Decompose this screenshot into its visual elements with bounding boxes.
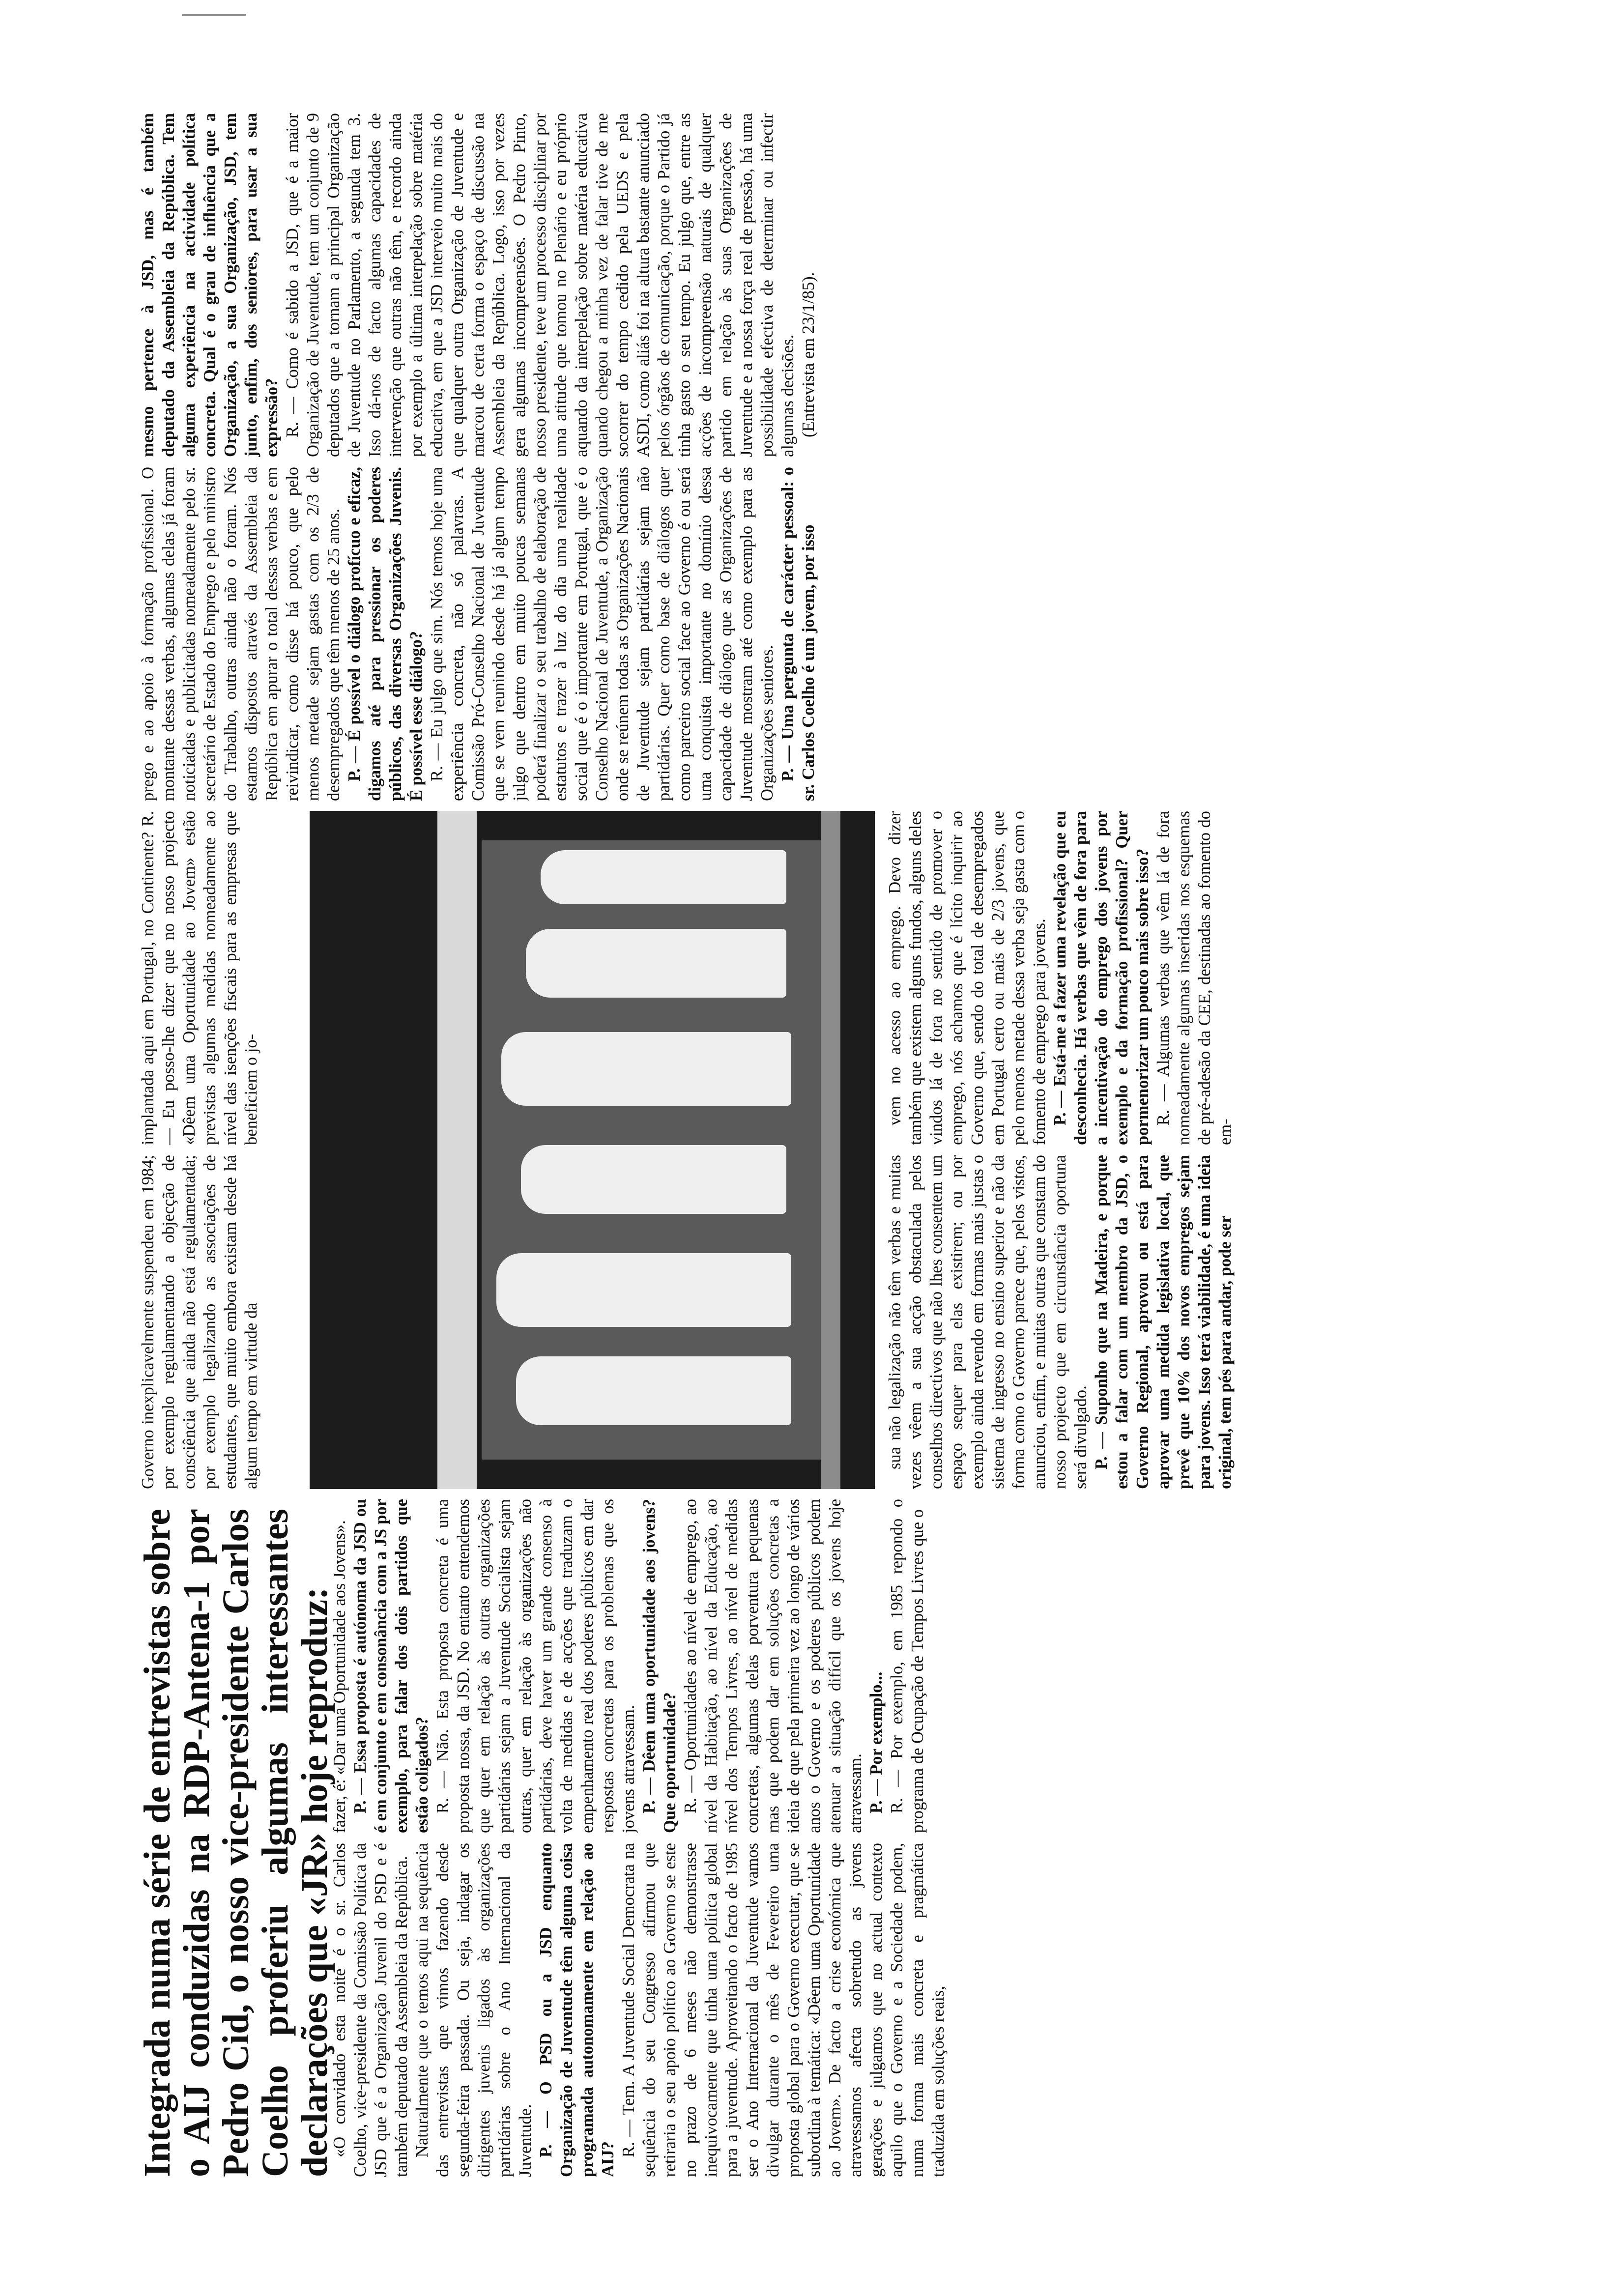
interview-paragraph: R. — Por exemplo, em 1985 repondo o programa de Ocupação de Tempos Livres que o [888,1499,927,1833]
interview-question: mesmo pertence à JSD, mas é também deputado da Assembleia da República. Tem alguma experiência na actividade política concreta. Qual é o grau de influência que a Organização, a sua Organização, JSD, tem junto, enfim, dos seniores, para usar a sua expressão? [139,113,281,457]
interview-paragraph: vem no acesso ao emprego. Devo dizer também que existem alguns fundos, alguns deles vindos lá de fora no sentido de promover o emprego, nós achamos que é lícito inquirir ao Governo que, sendo do total de desempregados em Portugal certo ou mais de 2/3 jovens, que pelo menos metade dessa verba seja gasta com o fomento de emprego para jovens. [886,811,1049,1145]
interview-question: P. — Suponho que na Madeira, e porque estou a falar com um membro da JSD, o Governo Regional, aprovou ou está para aprovar uma medida legislativa local, que prevê que 10% dos novos empregos sejam para jovens. Isso terá viabilidade, é uma ideia original, tem pés para andar, pode ser [1092,1155,1235,1489]
interview-question: P. — É possível o diálogo profícuo e eficaz, digamos até para pressionar os poderes públicos, das diversas Organizações Juvenis. É possível esse diálogo? [345,467,426,801]
column-6 [138,113,1504,457]
column-5 [138,467,1504,801]
interview-paragraph: R. — Eu julgo que sim. Nós temos hoje uma experiência concreta, não só palavras. A Comissão Pró-Conselho Nacional de Juventude que se vem reunindo desde há já algum tempo julgo que dentro em muito poucas semanas poderá finalizar o seu trabalho de elaboração de estatutos e trazer à luz do dia uma realidade social que é o importante em Portugal, que é o Conselho Nacional de Juventude, a Organização onde se reúnem todas as Organizações Nacionais de Juventude sejam partidárias sejam não partidárias. Quer como base de diálogos quer como parceiro social face ao Governo é ou será uma conquista importante no domínio dessa capacidade de diálogo que as Organizações de Juventude mostram até como exemplo para as Organizações seniores. [428,467,777,801]
column-1 [329,1843,1504,2177]
interview-paragraph: prego e ao apoio à formação profissional. O montante dessas verbas, algumas delas já foram noticiadas e publicitadas nomeadamente pelo sr. secretário de Estado do Emprego e pelo ministro do Trabalho, outras ainda não o foram. Nós estamos dispostos através da Assembleia da República em apurar o total dessas verbas e em reivindicar, como disse há pouco, que pelo menos metade sejam gastas com os 2/3 de desempregados que têm menos de 25 anos. [139,467,343,801]
column-2 [329,1499,1504,1833]
interview-paragraph: sua não legalização não têm verbas e muitas vezes vêem a sua acção obstaculada pelos conselhos directivos que não lhes consentem um espaço sequer para elas existirem; ou por exemplo ainda revendo em formas mais justas o sistema de ingresso no ensino superior e não da forma como o Governo parece que, pelos vistos, anunciou, enfim, e muitas outras que constam do nosso projecto que em circunstância oportuna será divulgado. [886,1155,1090,1489]
rotated-article [138,88,1514,2177]
interview-paragraph: (Entrevista em 23/1/85). [799,272,818,437]
interview-paragraph: R. — Tem. A Juventude Social Democrata na sequência do seu Congresso afirmou que retiraria o seu apoio político ao Governo se este no prazo de 6 meses não demonstrasse inequivocamente que tinha uma política global para a juventude. Aproveitando o facto de 1985 ser o Ano Internacional da Juventude vamos divulgar durante o mês de Fevereiro uma proposta global para o Governo executar, que se subordina à temática: «Dêem uma Oportunidade ao Jovem». De facto a crise económica que atravessamos afecta sobretudo as jovens gerações e julgamos que no actual contexto aquilo que o Governo e a Sociedade podem, numa forma mais concreta e pragmática traduzida em soluções reais, [619,1843,948,2177]
interview-paragraph: R. — Como é sabido a JSD, que é a maior Organização de Juventude, tem um conjunto de 9 deputados que a tornam a principal Organização de Juventude no Parlamento, a segunda tem 3. Isso dá-nos de facto algumas capacidades de intervenção que outras não têm, e recordo ainda por exemplo a última interpelação sobre matéria educativa, em que a JSD interveio muito mais do que qualquer outra Organização de Juventude e marcou de certa forma o espaço de discussão na Assembleia da República. Logo, isso por vezes gera algumas incompreensões. O Pedro Pinto, nosso presidente, teve um processo disciplinar por uma atitude que tomou no Plenário e eu próprio aquando da interpelação sobre matéria educativa quando chegou a minha vez de falar tive de me socorrer do tempo cedido pela UEDS e pela ASDI, como aliás foi na altura bastante anunciado pelos órgãos de comunicação, porque o Partido já tinha gasto o seu tempo. Eu julgo que, entre as acções de incompreensão naturais de qualquer partido em relação às suas Organizações de Juventude e a nossa força real de pressão, há uma possibilidade efectiva de determinar ou infectir algumas decisões. [283,113,797,457]
article-photo [310,811,875,1489]
interview-question: P. — Está-me a fazer uma revelação que eu desconhecia. Há verbas que vêm de fora para a incentivação do emprego dos jovens por exemplo e da formação profissional? Quer pormenorizar um pouco mais sobre isso? [1051,811,1152,1145]
scan-mark [182,14,246,16]
interview-question: P. — Essa proposta é autónoma da JSD ou é em conjunto e em consonância com a JS por exemplo, para falar dos dois partidos que estão coligados? [351,1499,432,1833]
interview-paragraph: R. — Oportunidades ao nível de emprego, ao nível da Habitação, ao nível da Educação, ao nível dos Tempos Livres, ao nível de medidas concretas, algumas delas porventura pequenas mas que podem dar em soluções concretas a ideia de que pela primeira vez ao longo de vários anos o Governo e os poderes públicos podem atenuar a situação difícil que os jovens hoje atravessam. [681,1499,865,1833]
interview-question: P. — Dêem uma oportunidade aos jovens? Que oportunidade? [640,1499,679,1833]
interview-paragraph: R. — Algumas verbas que vêm lá de fora nomeadamente algumas inseridas nos esquemas de pré-adesão da CEE, destinadas ao fomento do em- [1154,811,1235,1145]
col4-top-text: implantada aqui em Portugal, no Continente? R. — Eu posso-lhe dizer que no nosso projecto «Dêem uma Oportunidade ao Jovem» estão previstas algumas medidas nomeadamente ao nível das isenções fiscais para as empresas que beneficiem o jo- [139,811,260,1145]
interview-paragraph: fazer, é: «Dar uma Oportunidade aos Jovens». [330,1520,349,1833]
interview-question: P. — Por exemplo... [867,1671,886,1813]
interview-paragraph: Naturalmente que o temos aqui na sequência das entrevistas que vimos fazendo desde segunda-feira passada. Ou seja, indagar os dirigentes juvenis ligados às organizações partidárias sobre o Ano Internacional da Juventude. [413,1843,535,2177]
col3-top-text: Governo inexplicavelmente suspendeu em 1984; por exemplo regulamentando a objecção de consciência que ainda não está regulamentada; por exemplo legalizando as associações de estudantes, que muito embora existam desde há algum tempo em virtude da [139,1155,260,1489]
interview-question: P. — O PSD ou a JSD enquanto Organização de Juventude têm alguma coisa programada autonomamente em relação ao AIJ? [537,1843,617,2177]
column-3-4-bottom [885,811,1504,1489]
interview-paragraph: R. — Não. Esta proposta concreta é uma proposta nossa, da JSD. No entanto entendemos que quer em relação às outras organizações partidárias sejam a Juventude Socialista sejam outras, quer em relação às organizações não partidárias, deve haver um grande consenso à volta de medidas e de acções que traduzam o empenhamento real dos poderes públicos em dar respostas concretas para os problemas que os jovens atravessam. [433,1499,638,1833]
interview-paragraph: «O convidado esta noite é o sr. Carlos Coelho, vice-presidente da Comissão Política da JSD que é a Organização Juvenil do PSD e é também deputado da Assembleia da República. [330,1843,411,2177]
article-headline: Integrada numa série de entrevistas sobre o AIJ conduzidas na RDP-Antena-1 por Pedro Cid, o nosso vice-presidente Carlos Coelho proferiu algumas interessantes declarações que «JR» hoje reproduz: [137,1509,335,2177]
interview-question: P. — Uma pergunta de carácter pessoal: o sr. Carlos Coelho é um jovem, por isso [778,467,818,801]
column-3-4-top [138,811,300,1489]
